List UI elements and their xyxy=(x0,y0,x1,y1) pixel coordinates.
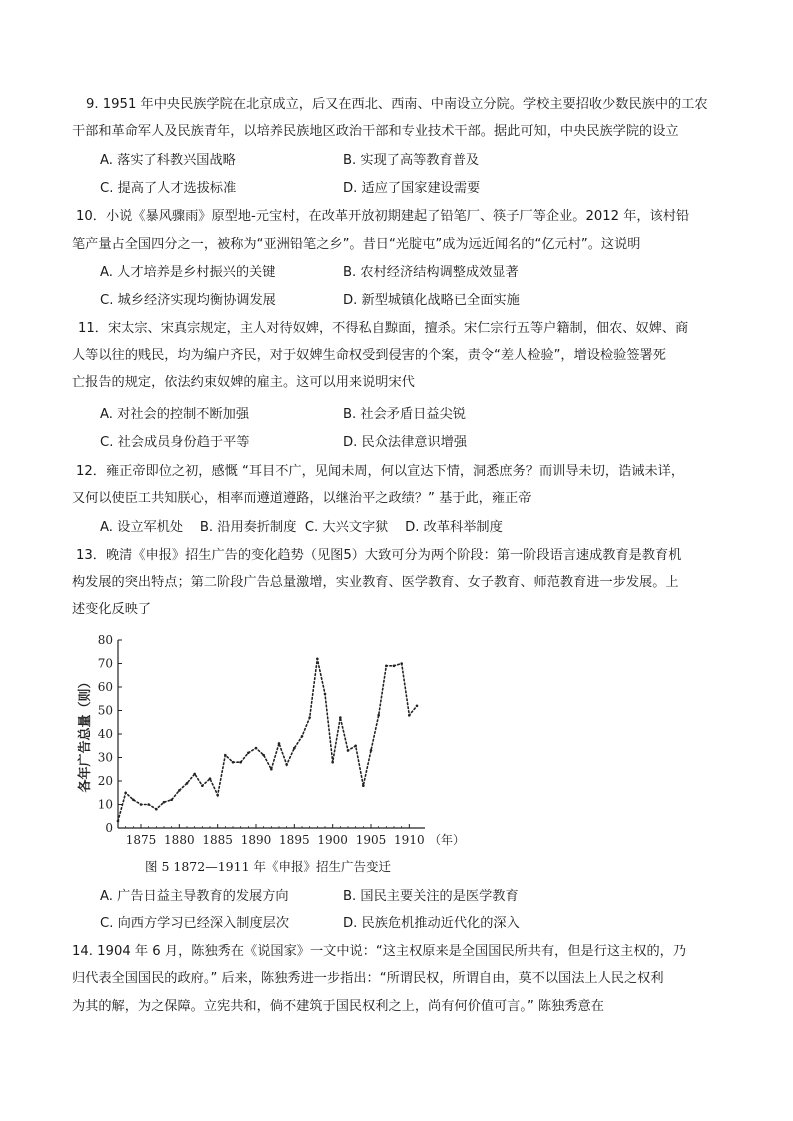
data-point xyxy=(362,784,365,787)
data-point xyxy=(270,768,273,771)
data-point xyxy=(216,794,219,797)
data-point xyxy=(262,754,265,757)
q13-stem-line1: 13．晚清《申报》招生广告的变化趋势（见图5）大致可分为两个阶段：第一阶段语言速成教育是教育机 xyxy=(76,548,682,563)
data-point xyxy=(408,714,411,717)
q13-option-a[interactable]: A. 广告日益主导教育的发展方向 xyxy=(100,889,289,904)
data-point xyxy=(178,789,181,792)
y-tick-label: 20 xyxy=(97,774,113,788)
q14-stem-line1: 14. 1904 年 6 月，陈独秀在《说国家》一文中说：“这主权原来是全国国民所共有，但是行这主权的，乃 xyxy=(72,944,687,959)
data-point xyxy=(232,761,235,764)
q12-stem-line1: 12．雍正帝即位之初，感慨 “耳目不广，见闻未周，何以宣达下情，洞悉庶务？而训导未切，诰诫未详， xyxy=(76,464,685,479)
data-point xyxy=(255,747,258,750)
data-point xyxy=(278,742,281,745)
q11-stem-line3: 亡报告的规定，依法约束奴婢的雇主。这可以用来说明宋代 xyxy=(72,375,415,390)
data-point xyxy=(209,777,212,780)
y-tick-label: 0 xyxy=(105,821,113,835)
q12-options[interactable]: A. 设立军机处 B. 沿用奏折制度 C. 大兴文字狱 D. 改革科举制度 xyxy=(100,520,503,535)
y-tick-label: 50 xyxy=(97,703,113,718)
data-point xyxy=(377,714,380,717)
q10-stem-line2: 笔产量占全国四分之一，被称为“亚洲铅笔之乡”。昔日“光腚屯”成为远近闻名的“亿元村”。这说明 xyxy=(72,237,641,252)
data-point xyxy=(416,705,419,708)
q13-option-b[interactable]: B. 国民主要关注的是医学教育 xyxy=(343,889,519,904)
data-point xyxy=(186,782,189,785)
x-tick-label: 1895 xyxy=(279,833,310,847)
x-tick-label: 1880 xyxy=(164,833,195,847)
q11-option-a[interactable]: A. 对社会的控制不断加强 xyxy=(100,407,250,422)
data-point xyxy=(155,808,158,811)
x-tick-label: 1890 xyxy=(240,833,272,847)
x-tick-label: 1875 xyxy=(125,833,157,847)
data-point xyxy=(393,665,396,668)
data-point xyxy=(201,784,204,787)
q9-stem-line1: 9. 1951 年中央民族学院在北京成立，后又在西北、西南、中南设立分院。学校主要招收少数民族中的工农 xyxy=(86,97,708,112)
q10-option-c[interactable]: C. 城乡经济实现均衡协调发展 xyxy=(100,293,276,308)
q11-stem-line2: 人等以往的贱民，均为编户齐民，对于奴婢生命权受到侵害的个案，责令“差人检验”，增设检验签署死 xyxy=(72,348,666,363)
q11-option-c[interactable]: C. 社会成员身份趋于平等 xyxy=(100,435,250,450)
q13-option-c[interactable]: C. 向西方学习已经深入制度层次 xyxy=(100,916,290,931)
q14-stem-line3: 为其的解，为之保障。立宪共和，倘不建筑于国民权利之上，尚有何价值可言。” 陈独秀意在 xyxy=(72,999,604,1014)
q13-stem-line2: 构发展的突出特点；第二阶段广告总量激增，实业教育、医学教育、女子教育、师范教育进一步发展。上 xyxy=(72,575,679,590)
q13-stem-line3: 述变化反映了 xyxy=(72,602,152,617)
q12-stem-line2: 又何以使臣工共知朕心，相率而遵道遵路，以继治平之政绩？” 基于此，雍正帝 xyxy=(72,491,532,506)
data-point xyxy=(324,693,327,696)
q10-option-a[interactable]: A. 人才培养是乡村振兴的关键 xyxy=(100,265,276,280)
q9-option-d[interactable]: D. 适应了国家建设需要 xyxy=(343,181,481,196)
y-tick-label: 70 xyxy=(97,656,113,671)
data-point xyxy=(285,763,288,766)
y-tick-label: 30 xyxy=(97,750,113,765)
data-point xyxy=(124,791,127,794)
y-tick-label: 80 xyxy=(97,633,113,647)
q14-stem-line2: 归代表全国国民的政府。” 后来，陈独秀进一步指出：“所谓民权，所谓自由，莫不以国法上人民之权利 xyxy=(72,971,664,986)
data-point xyxy=(400,662,403,665)
data-point xyxy=(385,665,388,668)
x-tick-label: 1900 xyxy=(317,833,348,847)
q13-option-d[interactable]: D. 民族危机推动近代化的深入 xyxy=(343,916,520,931)
q10-option-b[interactable]: B. 农村经济结构调整成效显著 xyxy=(343,265,519,280)
data-point xyxy=(163,801,166,804)
data-point xyxy=(331,761,334,764)
y-axis-label: 各年广告总量（则） xyxy=(78,675,93,793)
data-point xyxy=(239,761,242,764)
q11-option-d[interactable]: D. 民众法律意识增强 xyxy=(343,435,468,450)
data-point xyxy=(147,803,150,806)
q11-stem-line1: 11．宋太宗、宋真宗规定，主人对待奴婢，不得私自黥面，擅杀。宋仁宗行五等户籍制，佃农、奴婢、商 xyxy=(78,321,689,336)
data-point xyxy=(354,744,357,747)
y-tick-label: 40 xyxy=(97,727,113,741)
q9-stem-line2: 干部和革命军人及民族青年，以培养民族地区政治干部和专业技术干部。据此可知，中央民族学院的设立 xyxy=(72,124,679,139)
chart-svg xyxy=(72,628,502,860)
data-point xyxy=(247,752,250,755)
data-point xyxy=(339,716,342,719)
data-point xyxy=(301,735,304,738)
data-point xyxy=(370,749,373,752)
data-point xyxy=(117,820,120,823)
x-tick-label: 1910 xyxy=(394,833,425,847)
q9-option-b[interactable]: B. 实现了高等教育普及 xyxy=(343,153,480,168)
data-point xyxy=(140,803,143,806)
data-point xyxy=(316,658,319,661)
data-point xyxy=(132,799,135,802)
data-point xyxy=(308,716,311,719)
q10-option-d[interactable]: D. 新型城镇化战略已全面实施 xyxy=(343,293,520,308)
x-tick-label: 1885 xyxy=(202,833,233,847)
series-line xyxy=(118,659,417,821)
data-point xyxy=(224,754,227,757)
q9-option-a[interactable]: A. 落实了科教兴国战略 xyxy=(100,153,236,168)
q9-option-c[interactable]: C. 提高了人才选拔标准 xyxy=(100,181,237,196)
q11-option-b[interactable]: B. 社会矛盾日益尖锐 xyxy=(343,407,466,422)
x-axis-label: （年） xyxy=(428,833,466,847)
figure-5-chart xyxy=(72,628,502,860)
data-point xyxy=(293,747,296,750)
data-point xyxy=(347,749,350,752)
figure-5-caption: 图 5 1872—1911 年《申报》招生广告变迁 xyxy=(145,859,391,874)
x-tick-label: 1905 xyxy=(355,833,387,847)
data-point xyxy=(170,799,173,802)
q10-stem-line1: 10．小说《暴风骤雨》原型地-元宝村，在改革开放初期建起了铅笔厂、筷子厂等企业。2012 年，该村铅 xyxy=(76,209,690,224)
y-tick-label: 10 xyxy=(97,797,113,812)
y-tick-label: 60 xyxy=(97,680,113,694)
data-point xyxy=(193,773,196,776)
